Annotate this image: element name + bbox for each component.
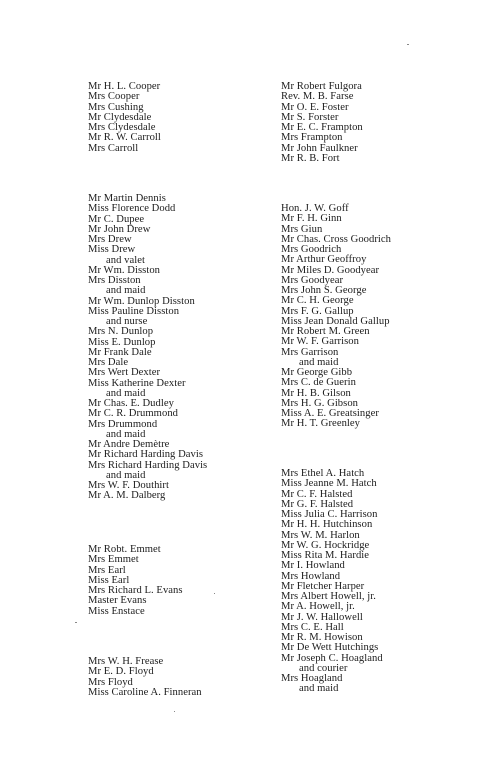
list-entry: Mr Richard Harding Davis: [88, 449, 204, 461]
list-entry: Mr R. B. Fort: [281, 152, 340, 164]
name-group-c: [88, 82, 161, 154]
list-entry: Mrs Howland: [281, 570, 341, 582]
list-entry: Mr Robert Fulgora: [281, 81, 362, 92]
list-entry: Mr J. W. Hallowell: [281, 611, 363, 623]
list-entry: Miss Florence Dodd: [88, 203, 176, 215]
list-entry: Mr S. Forster: [281, 111, 339, 123]
list-entry: Mrs Giun: [281, 223, 323, 235]
list-entry: Mr Robt. Emmet: [88, 544, 161, 555]
list-entry-sub: and valet: [106, 254, 145, 266]
list-entry: Mr Martin Dennis: [88, 193, 166, 204]
list-entry: Mr Arthur Geoffroy: [281, 254, 367, 266]
list-entry: Mr De Wett Hutchings: [281, 642, 379, 654]
list-entry: Mrs Hoagland: [281, 673, 343, 684]
list-entry: Mr H. B. Gilson: [281, 387, 351, 399]
list-entry: Mrs Goodyear: [281, 274, 344, 286]
list-entry-sub: and maid: [106, 469, 146, 481]
list-entry: Mrs Frampton: [281, 132, 343, 144]
print-speck: [407, 44, 409, 45]
list-entry-sub: and courier: [299, 662, 348, 674]
list-entry: Mr W. G. Hockridge: [281, 539, 370, 551]
list-entry: Mrs Garrison: [281, 346, 339, 358]
list-entry: Mrs Wert Dexter: [88, 367, 161, 379]
list-entry: Miss Rita M. Hardie: [281, 550, 370, 561]
list-entry: Mrs Cooper: [88, 91, 140, 103]
list-entry: Mr C. Dupee: [88, 213, 145, 225]
list-entry: Mr C. F. Halsted: [281, 488, 353, 500]
list-entry: Mrs Cushing: [88, 101, 144, 113]
name-group-h: [281, 469, 383, 695]
list-entry: Mrs C. de Guerin: [281, 377, 356, 389]
list-entry: Mrs Floyd: [88, 676, 133, 688]
name-group-f: [88, 657, 202, 698]
print-speck: [174, 711, 175, 712]
list-entry-sub: and maid: [299, 683, 339, 695]
list-entry: Mr H. T. Greenley: [281, 418, 361, 430]
list-entry: Miss E. Dunlop: [88, 336, 156, 348]
list-entry: Mr C. H. George: [281, 295, 354, 307]
list-entry: Miss A. E. Greatsinger: [281, 408, 379, 419]
list-entry-sub: and maid: [106, 428, 146, 440]
list-entry: Mr E. D. Floyd: [88, 666, 154, 678]
list-entry: Miss Earl: [88, 574, 130, 586]
print-speck: [75, 622, 77, 623]
list-entry-sub: and nurse: [106, 316, 148, 327]
list-entry: Mrs Richard Harding Davis: [88, 459, 208, 471]
list-entry: Miss Julia C. Harrison: [281, 509, 378, 520]
list-entry: Mrs Emmet: [88, 554, 139, 566]
list-entry: Rev. M. B. Farse: [281, 91, 354, 103]
list-entry: Mrs Carroll: [88, 142, 139, 154]
list-entry: Mr Andre Demètre: [88, 439, 170, 450]
print-speck: [214, 593, 215, 594]
list-entry: Mr H. H. Hutchinson: [281, 519, 373, 531]
list-entry: Mr W. F. Garrison: [281, 336, 359, 348]
list-entry: Miss Pauline Disston: [88, 305, 180, 317]
list-entry: Mrs F. G. Gallup: [281, 305, 354, 317]
list-entry: Mr John Drew: [88, 223, 151, 235]
list-entry: Mrs Disston: [88, 275, 141, 286]
list-entry: Mrs C. E. Hall: [281, 621, 344, 633]
list-entry: Mr John Faulkner: [281, 142, 358, 154]
list-entry: Mrs W. M. Harlon: [281, 529, 360, 541]
list-entry: Mr Clydesdale: [88, 111, 152, 123]
list-entry: Mr Miles D. Goodyear: [281, 264, 380, 276]
list-entry: Mr C. R. Drummond: [88, 408, 179, 420]
list-entry: Mr Robert M. Green: [281, 326, 370, 337]
list-entry: Mr O. E. Foster: [281, 101, 349, 113]
list-entry: Mr A. M. Dalberg: [88, 490, 166, 502]
list-entry: Mrs Richard L. Evans: [88, 585, 183, 596]
list-entry: Mr R. W. Carroll: [88, 132, 161, 144]
list-entry: Mrs John S. George: [281, 285, 367, 296]
list-entry: Mr Chas. E. Dudley: [88, 398, 174, 409]
list-entry: Mrs W. F. Douthirt: [88, 480, 169, 491]
list-entry: Mr George Gibb: [281, 367, 353, 378]
list-entry-sub: and maid: [106, 387, 146, 399]
list-entry: Miss Katherine Dexter: [88, 377, 186, 389]
list-entry: Miss Enstace: [88, 605, 145, 617]
name-group-g: [281, 204, 391, 430]
list-entry: Mrs Dale: [88, 357, 129, 368]
name-group-f-continued: [281, 82, 363, 164]
list-entry: Master Evans: [88, 595, 147, 607]
list-entry: Mrs Ethel A. Hatch: [281, 468, 365, 479]
list-entry: Mrs Albert Howell, jr.: [281, 591, 376, 602]
list-entry: Mrs Goodrich: [281, 244, 342, 255]
list-entry: Mrs Drummond: [88, 418, 158, 430]
list-entry: Mr A. Howell, jr.: [281, 601, 355, 613]
list-entry: Mrs N. Dunlop: [88, 326, 154, 338]
name-group-d: [88, 194, 207, 502]
list-entry: Hon. J. W. Goff: [281, 203, 349, 214]
list-entry: Miss Jeanne M. Hatch: [281, 478, 377, 490]
list-entry: Miss Jean Donald Gallup: [281, 315, 390, 327]
list-entry: Mr R. M. Howison: [281, 632, 363, 643]
list-entry: Mr F. H. Ginn: [281, 213, 342, 225]
list-entry: Mrs Earl: [88, 564, 126, 576]
list-entry: Miss Caroline A. Finneran: [88, 686, 202, 698]
list-entry: Mr Fletcher Harper: [281, 580, 365, 592]
list-entry: Mrs W. H. Frease: [88, 656, 164, 667]
list-entry: Mrs H. G. Gibson: [281, 397, 359, 409]
list-entry: Mrs Drew: [88, 234, 132, 245]
list-entry: Mr E. C. Frampton: [281, 122, 363, 133]
list-entry: Mr Frank Dale: [88, 346, 152, 358]
list-entry: Mr Chas. Cross Goodrich: [281, 233, 392, 245]
list-entry: Mr H. L. Cooper: [88, 81, 161, 92]
list-entry: Mr I. Howland: [281, 560, 345, 572]
list-entry-sub: and maid: [299, 356, 339, 368]
list-entry: Mr Joseph C. Hoagland: [281, 652, 383, 664]
list-entry: Mr Wm. Dunlop Disston: [88, 295, 195, 307]
name-group-e: [88, 545, 183, 617]
list-entry: Miss Drew: [88, 244, 136, 256]
list-entry: Mr G. F. Halsted: [281, 498, 354, 510]
list-entry-sub: and maid: [106, 285, 146, 297]
list-entry: Mr Wm. Disston: [88, 264, 161, 276]
list-entry: Mrs Clydesdale: [88, 122, 156, 133]
